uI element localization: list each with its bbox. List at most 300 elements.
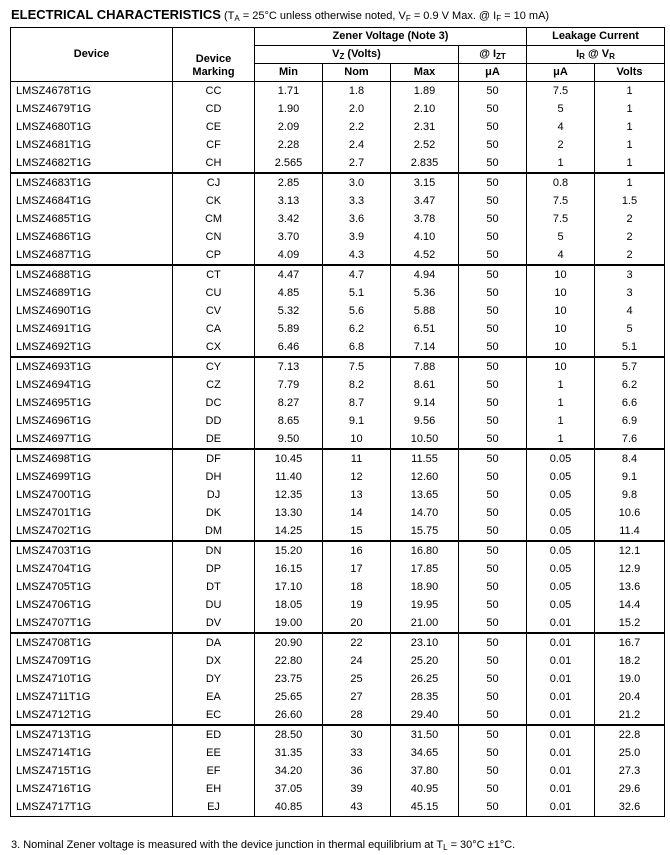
cell-vz-nom: 12 xyxy=(323,468,391,486)
cell-marking: DK xyxy=(173,504,255,522)
cell-vr: 1 xyxy=(595,82,665,101)
cell-vz-max: 26.25 xyxy=(391,670,459,688)
cell-marking: EJ xyxy=(173,798,255,817)
cell-vz-min: 28.50 xyxy=(255,725,323,744)
cell-vz-max: 4.52 xyxy=(391,246,459,265)
cell-device: LMSZ4695T1G xyxy=(11,394,173,412)
cell-device: LMSZ4686T1G xyxy=(11,228,173,246)
cell-vz-nom: 2.4 xyxy=(323,136,391,154)
cell-marking: CZ xyxy=(173,376,255,394)
cell-vz-nom: 17 xyxy=(323,560,391,578)
table-row xyxy=(11,725,665,744)
cell-marking: CV xyxy=(173,302,255,320)
cell-izt: 50 xyxy=(459,284,527,302)
cell-vz-nom: 10 xyxy=(323,430,391,449)
header-vz-volts: $V_Z$ (Volts) xyxy=(255,46,459,64)
cell-vz-max: 4.10 xyxy=(391,228,459,246)
cell-vz-min: 15.20 xyxy=(255,541,323,560)
cell-vr: 1 xyxy=(595,100,665,118)
cell-marking: CH xyxy=(173,154,255,173)
cell-vr: 5 xyxy=(595,320,665,338)
cell-device: LMSZ4694T1G xyxy=(11,376,173,394)
cell-ir: 0.01 xyxy=(527,633,595,652)
cell-vr: 2 xyxy=(595,228,665,246)
header-nom: Nom xyxy=(323,64,391,82)
cell-izt: 50 xyxy=(459,265,527,284)
table-row xyxy=(11,265,665,284)
header-min: Min xyxy=(255,64,323,82)
table-row xyxy=(11,633,665,652)
cell-marking: ED xyxy=(173,725,255,744)
cell-vz-min: 4.47 xyxy=(255,265,323,284)
cell-vz-nom: 16 xyxy=(323,541,391,560)
cell-vz-min: 4.85 xyxy=(255,284,323,302)
cell-ir: 10 xyxy=(527,357,595,376)
cell-vz-nom: 3.0 xyxy=(323,173,391,192)
cell-vz-max: 3.15 xyxy=(391,173,459,192)
header-zener-voltage: Zener Voltage (Note 3) xyxy=(255,28,527,46)
cell-izt: 50 xyxy=(459,725,527,744)
title-conditions: ($T_A = 25^\circ C$ unless otherwise noted, $V_F = 0.9$ V Max. @ $I_F = 10$ mA) xyxy=(220,10,550,23)
table-row xyxy=(11,118,665,136)
cell-device: LMSZ4703T1G xyxy=(11,541,173,560)
cell-marking: CY xyxy=(173,357,255,376)
cell-marking: EC xyxy=(173,706,255,725)
cell-ir: 5 xyxy=(527,228,595,246)
cell-vz-min: 5.89 xyxy=(255,320,323,338)
cell-vr: 19.0 xyxy=(595,670,665,688)
cell-device: LMSZ4714T1G xyxy=(11,744,173,762)
cell-izt: 50 xyxy=(459,578,527,596)
table-row xyxy=(11,284,665,302)
table-body xyxy=(11,82,665,817)
table-row xyxy=(11,320,665,338)
cell-izt: 50 xyxy=(459,376,527,394)
cell-vz-max: 3.78 xyxy=(391,210,459,228)
cell-marking: CN xyxy=(173,228,255,246)
table-row xyxy=(11,688,665,706)
cell-izt: 50 xyxy=(459,82,527,101)
cell-device: LMSZ4684T1G xyxy=(11,192,173,210)
cell-marking: DE xyxy=(173,430,255,449)
cell-marking: DA xyxy=(173,633,255,652)
table-row xyxy=(11,394,665,412)
cell-vz-min: 7.13 xyxy=(255,357,323,376)
cell-vz-nom: 13 xyxy=(323,486,391,504)
table-row xyxy=(11,412,665,430)
cell-ir: 0.01 xyxy=(527,798,595,817)
cell-marking: DP xyxy=(173,560,255,578)
header-max: Max xyxy=(391,64,459,82)
cell-marking: DH xyxy=(173,468,255,486)
cell-vz-nom: 36 xyxy=(323,762,391,780)
cell-vz-nom: 25 xyxy=(323,670,391,688)
cell-izt: 50 xyxy=(459,596,527,614)
cell-izt: 50 xyxy=(459,228,527,246)
table-row xyxy=(11,154,665,173)
table-row xyxy=(11,210,665,228)
cell-vz-max: 37.80 xyxy=(391,762,459,780)
cell-ir: 0.05 xyxy=(527,522,595,541)
cell-vz-max: 23.10 xyxy=(391,633,459,652)
cell-vz-min: 20.90 xyxy=(255,633,323,652)
table-row xyxy=(11,468,665,486)
cell-marking: CC xyxy=(173,82,255,101)
cell-vr: 5.7 xyxy=(595,357,665,376)
cell-izt: 50 xyxy=(459,560,527,578)
cell-ir: 10 xyxy=(527,320,595,338)
cell-vr: 6.6 xyxy=(595,394,665,412)
cell-marking: DV xyxy=(173,614,255,633)
cell-vr: 18.2 xyxy=(595,652,665,670)
cell-marking: DX xyxy=(173,652,255,670)
table-row xyxy=(11,541,665,560)
header-vr-unit: Volts xyxy=(595,64,665,82)
table-row xyxy=(11,522,665,541)
cell-vz-max: 19.95 xyxy=(391,596,459,614)
cell-device: LMSZ4696T1G xyxy=(11,412,173,430)
cell-vr: 20.4 xyxy=(595,688,665,706)
cell-device: LMSZ4697T1G xyxy=(11,430,173,449)
cell-vz-nom: 22 xyxy=(323,633,391,652)
cell-vz-max: 8.61 xyxy=(391,376,459,394)
cell-ir: 1 xyxy=(527,430,595,449)
cell-vz-nom: 28 xyxy=(323,706,391,725)
cell-izt: 50 xyxy=(459,118,527,136)
cell-vz-max: 17.85 xyxy=(391,560,459,578)
cell-device: LMSZ4713T1G xyxy=(11,725,173,744)
cell-vz-max: 18.90 xyxy=(391,578,459,596)
table-row xyxy=(11,560,665,578)
cell-ir: 0.05 xyxy=(527,578,595,596)
cell-izt: 50 xyxy=(459,614,527,633)
cell-vz-nom: 14 xyxy=(323,504,391,522)
cell-izt: 50 xyxy=(459,154,527,173)
cell-vz-max: 16.80 xyxy=(391,541,459,560)
cell-vz-max: 31.50 xyxy=(391,725,459,744)
cell-ir: 4 xyxy=(527,118,595,136)
cell-vz-min: 1.71 xyxy=(255,82,323,101)
cell-vz-min: 3.13 xyxy=(255,192,323,210)
cell-marking: CD xyxy=(173,100,255,118)
cell-vz-max: 3.47 xyxy=(391,192,459,210)
cell-vz-max: 2.52 xyxy=(391,136,459,154)
cell-izt: 50 xyxy=(459,320,527,338)
table-row xyxy=(11,486,665,504)
cell-ir: 5 xyxy=(527,100,595,118)
header-device-marking: Device Marking xyxy=(173,28,255,82)
cell-vz-min: 11.40 xyxy=(255,468,323,486)
cell-device: LMSZ4690T1G xyxy=(11,302,173,320)
cell-vz-max: 34.65 xyxy=(391,744,459,762)
cell-device: LMSZ4717T1G xyxy=(11,798,173,817)
cell-izt: 50 xyxy=(459,246,527,265)
cell-device: LMSZ4705T1G xyxy=(11,578,173,596)
cell-ir: 2 xyxy=(527,136,595,154)
cell-ir: 7.5 xyxy=(527,82,595,101)
cell-marking: DM xyxy=(173,522,255,541)
cell-ir: 0.05 xyxy=(527,541,595,560)
cell-vz-min: 40.85 xyxy=(255,798,323,817)
footnote: 3. Nominal Zener voltage is measured with the device junction in thermal equilibrium at $T_L = 30^\circ C \pm 1^\circ C$. xyxy=(11,839,516,852)
cell-ir: 0.05 xyxy=(527,486,595,504)
cell-ir: 0.01 xyxy=(527,706,595,725)
cell-marking: DF xyxy=(173,449,255,468)
cell-vz-min: 19.00 xyxy=(255,614,323,633)
cell-izt: 50 xyxy=(459,652,527,670)
cell-vz-nom: 11 xyxy=(323,449,391,468)
cell-vz-min: 26.60 xyxy=(255,706,323,725)
table-row xyxy=(11,762,665,780)
cell-vr: 25.0 xyxy=(595,744,665,762)
table-row xyxy=(11,228,665,246)
cell-vr: 1 xyxy=(595,118,665,136)
cell-marking: CX xyxy=(173,338,255,357)
cell-vz-min: 10.45 xyxy=(255,449,323,468)
cell-device: LMSZ4706T1G xyxy=(11,596,173,614)
cell-device: LMSZ4711T1G xyxy=(11,688,173,706)
cell-vz-nom: 27 xyxy=(323,688,391,706)
cell-vz-nom: 3.3 xyxy=(323,192,391,210)
cell-vz-max: 25.20 xyxy=(391,652,459,670)
table-row xyxy=(11,670,665,688)
cell-device: LMSZ4688T1G xyxy=(11,265,173,284)
cell-ir: 0.01 xyxy=(527,614,595,633)
table-row xyxy=(11,430,665,449)
cell-marking: CT xyxy=(173,265,255,284)
table-row xyxy=(11,706,665,725)
cell-vr: 6.2 xyxy=(595,376,665,394)
cell-ir: 0.01 xyxy=(527,725,595,744)
cell-vz-min: 2.85 xyxy=(255,173,323,192)
cell-izt: 50 xyxy=(459,100,527,118)
cell-vz-nom: 4.7 xyxy=(323,265,391,284)
cell-izt: 50 xyxy=(459,633,527,652)
cell-marking: CK xyxy=(173,192,255,210)
cell-vz-min: 37.05 xyxy=(255,780,323,798)
cell-marking: CP xyxy=(173,246,255,265)
cell-marking: DC xyxy=(173,394,255,412)
cell-vz-nom: 1.8 xyxy=(323,82,391,101)
cell-vz-max: 6.51 xyxy=(391,320,459,338)
cell-marking: CM xyxy=(173,210,255,228)
cell-vz-min: 4.09 xyxy=(255,246,323,265)
cell-vr: 1 xyxy=(595,136,665,154)
cell-ir: 0.05 xyxy=(527,560,595,578)
cell-vz-max: 11.55 xyxy=(391,449,459,468)
cell-vz-nom: 43 xyxy=(323,798,391,817)
cell-vz-min: 7.79 xyxy=(255,376,323,394)
cell-ir: 10 xyxy=(527,284,595,302)
header-ir-unit: μA xyxy=(527,64,595,82)
cell-device: LMSZ4678T1G xyxy=(11,82,173,101)
cell-marking: CJ xyxy=(173,173,255,192)
cell-vz-min: 23.75 xyxy=(255,670,323,688)
table-row xyxy=(11,100,665,118)
table-row xyxy=(11,192,665,210)
table-row xyxy=(11,338,665,357)
cell-ir: 1 xyxy=(527,154,595,173)
cell-vz-min: 2.565 xyxy=(255,154,323,173)
cell-izt: 50 xyxy=(459,688,527,706)
cell-vz-min: 31.35 xyxy=(255,744,323,762)
cell-marking: EE xyxy=(173,744,255,762)
table-row xyxy=(11,744,665,762)
cell-vr: 12.9 xyxy=(595,560,665,578)
cell-marking: CE xyxy=(173,118,255,136)
cell-vz-min: 17.10 xyxy=(255,578,323,596)
cell-device: LMSZ4687T1G xyxy=(11,246,173,265)
cell-ir: 0.8 xyxy=(527,173,595,192)
cell-vz-min: 6.46 xyxy=(255,338,323,357)
table-row xyxy=(11,504,665,522)
cell-vz-max: 9.56 xyxy=(391,412,459,430)
cell-vz-max: 7.88 xyxy=(391,357,459,376)
cell-vz-max: 5.36 xyxy=(391,284,459,302)
cell-vr: 15.2 xyxy=(595,614,665,633)
table-row xyxy=(11,449,665,468)
cell-ir: 7.5 xyxy=(527,192,595,210)
cell-device: LMSZ4682T1G xyxy=(11,154,173,173)
cell-vz-min: 14.25 xyxy=(255,522,323,541)
table-row xyxy=(11,596,665,614)
cell-vz-nom: 6.8 xyxy=(323,338,391,357)
cell-vz-nom: 24 xyxy=(323,652,391,670)
cell-marking: EH xyxy=(173,780,255,798)
cell-vz-nom: 5.6 xyxy=(323,302,391,320)
cell-vz-max: 10.50 xyxy=(391,430,459,449)
cell-marking: CA xyxy=(173,320,255,338)
cell-izt: 50 xyxy=(459,412,527,430)
cell-ir: 0.01 xyxy=(527,744,595,762)
cell-marking: DD xyxy=(173,412,255,430)
table-row xyxy=(11,798,665,817)
cell-device: LMSZ4681T1G xyxy=(11,136,173,154)
cell-vr: 22.8 xyxy=(595,725,665,744)
cell-vz-min: 22.80 xyxy=(255,652,323,670)
cell-izt: 50 xyxy=(459,136,527,154)
cell-device: LMSZ4710T1G xyxy=(11,670,173,688)
header-leakage-current: Leakage Current xyxy=(527,28,665,46)
cell-vz-min: 34.20 xyxy=(255,762,323,780)
cell-izt: 50 xyxy=(459,210,527,228)
cell-ir: 0.01 xyxy=(527,762,595,780)
cell-device: LMSZ4693T1G xyxy=(11,357,173,376)
table-row xyxy=(11,302,665,320)
table-row xyxy=(11,82,665,101)
cell-marking: CU xyxy=(173,284,255,302)
cell-vz-min: 8.65 xyxy=(255,412,323,430)
cell-device: LMSZ4679T1G xyxy=(11,100,173,118)
cell-vz-max: 14.70 xyxy=(391,504,459,522)
cell-ir: 10 xyxy=(527,302,595,320)
cell-izt: 50 xyxy=(459,357,527,376)
cell-vz-min: 3.42 xyxy=(255,210,323,228)
section-title xyxy=(11,7,549,22)
cell-device: LMSZ4712T1G xyxy=(11,706,173,725)
cell-izt: 50 xyxy=(459,744,527,762)
cell-vz-min: 25.65 xyxy=(255,688,323,706)
cell-vr: 9.8 xyxy=(595,486,665,504)
cell-device: LMSZ4700T1G xyxy=(11,486,173,504)
cell-vz-min: 3.70 xyxy=(255,228,323,246)
cell-ir: 1 xyxy=(527,412,595,430)
cell-vr: 6.9 xyxy=(595,412,665,430)
cell-vz-max: 45.15 xyxy=(391,798,459,817)
cell-device: LMSZ4707T1G xyxy=(11,614,173,633)
cell-device: LMSZ4698T1G xyxy=(11,449,173,468)
cell-device: LMSZ4709T1G xyxy=(11,652,173,670)
cell-vz-nom: 3.9 xyxy=(323,228,391,246)
table-row xyxy=(11,173,665,192)
cell-ir: 10 xyxy=(527,338,595,357)
cell-vz-max: 5.88 xyxy=(391,302,459,320)
cell-vr: 27.3 xyxy=(595,762,665,780)
cell-vz-max: 7.14 xyxy=(391,338,459,357)
cell-device: LMSZ4708T1G xyxy=(11,633,173,652)
cell-vz-nom: 8.2 xyxy=(323,376,391,394)
cell-marking: DU xyxy=(173,596,255,614)
cell-vr: 29.6 xyxy=(595,780,665,798)
cell-ir: 1 xyxy=(527,376,595,394)
cell-izt: 50 xyxy=(459,762,527,780)
cell-vr: 9.1 xyxy=(595,468,665,486)
table-row xyxy=(11,614,665,633)
cell-izt: 50 xyxy=(459,173,527,192)
cell-device: LMSZ4685T1G xyxy=(11,210,173,228)
cell-izt: 50 xyxy=(459,468,527,486)
table-row xyxy=(11,357,665,376)
cell-izt: 50 xyxy=(459,541,527,560)
cell-device: LMSZ4716T1G xyxy=(11,780,173,798)
cell-device: LMSZ4702T1G xyxy=(11,522,173,541)
cell-vz-nom: 15 xyxy=(323,522,391,541)
cell-vz-nom: 33 xyxy=(323,744,391,762)
cell-vz-min: 8.27 xyxy=(255,394,323,412)
cell-vz-nom: 5.1 xyxy=(323,284,391,302)
cell-vz-nom: 7.5 xyxy=(323,357,391,376)
electrical-characteristics-table xyxy=(10,27,665,817)
cell-device: LMSZ4691T1G xyxy=(11,320,173,338)
cell-device: LMSZ4701T1G xyxy=(11,504,173,522)
cell-vz-nom: 8.7 xyxy=(323,394,391,412)
cell-vr: 14.4 xyxy=(595,596,665,614)
cell-marking: DY xyxy=(173,670,255,688)
cell-vr: 3 xyxy=(595,265,665,284)
cell-vr: 21.2 xyxy=(595,706,665,725)
cell-vz-nom: 4.3 xyxy=(323,246,391,265)
cell-device: LMSZ4704T1G xyxy=(11,560,173,578)
cell-device: LMSZ4715T1G xyxy=(11,762,173,780)
cell-vz-max: 1.89 xyxy=(391,82,459,101)
title-main: ELECTRICAL CHARACTERISTICS xyxy=(11,7,221,22)
cell-vr: 32.6 xyxy=(595,798,665,817)
cell-vr: 1 xyxy=(595,154,665,173)
cell-vr: 2 xyxy=(595,210,665,228)
cell-ir: 0.05 xyxy=(527,596,595,614)
cell-vz-max: 13.65 xyxy=(391,486,459,504)
cell-ir: 0.01 xyxy=(527,688,595,706)
cell-vz-nom: 20 xyxy=(323,614,391,633)
cell-marking: EA xyxy=(173,688,255,706)
table-row xyxy=(11,136,665,154)
cell-vz-min: 13.30 xyxy=(255,504,323,522)
header-ir-at-vr: $I_R$ @ $V_R$ xyxy=(527,46,665,64)
cell-device: LMSZ4699T1G xyxy=(11,468,173,486)
cell-vz-min: 16.15 xyxy=(255,560,323,578)
cell-vr: 12.1 xyxy=(595,541,665,560)
cell-marking: EF xyxy=(173,762,255,780)
